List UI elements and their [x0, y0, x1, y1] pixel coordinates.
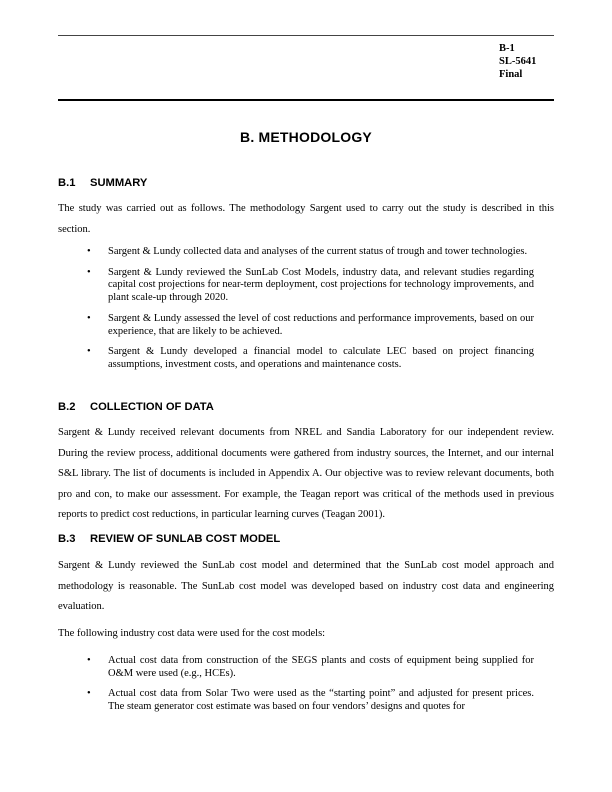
section-heading-summary	[58, 177, 147, 189]
page-title: B. METHODOLOGY	[240, 129, 372, 145]
header-thick-rule	[58, 99, 554, 101]
document-code: SL-5641	[499, 56, 537, 68]
section-number: B.3	[58, 533, 76, 545]
section-number: B.1	[58, 177, 76, 189]
section-heading-collection	[58, 401, 214, 413]
section-number: B.2	[58, 401, 76, 413]
review-bullet-list	[86, 655, 534, 722]
list-item: • Sargent & Lundy reviewed the SunLab Cost Models, industry data, and relevant studies regarding capital cost projections for near-term deployment, cost projections for technology improvements, and plant scale-up through 2020.	[87, 266, 534, 304]
list-item: • Sargent & Lundy developed a financial model to calculate LEC based on project financing assumptions, investment costs, and operations and maintenance costs.	[87, 346, 534, 371]
list-item: • Actual cost data from construction of the SEGS plants and costs of equipment being supplied for O&M were used (e.g., HCEs).	[87, 655, 534, 679]
section-title: SUMMARY	[90, 177, 148, 189]
list-item: • Actual cost data from Solar Two were used as the “starting point” and adjusted for present prices. The steam generator cost estimate was based on four vendors’ designs and quotes for	[87, 688, 534, 713]
review-paragraph: Sargent & Lundy reviewed the SunLab cost model and determined that the SunLab cost model approach and methodology is reasonable. The SunLab cost model was developed based on industry cost data and engineering evaluation.	[58, 560, 554, 612]
list-item: • Sargent & Lundy assessed the level of cost reductions and performance improvements, based on our experience, that are likely to be achieved.	[87, 312, 534, 337]
page-number: B-1	[499, 43, 515, 54]
collection-paragraph: Sargent & Lundy received relevant documents from NREL and Sandia Laboratory for our independent review. During the review process, additional documents were gathered from industry sources, the Internet, and our internal S&L library. The list of documents is included in Appendix A. Our objective was to review relevant documents, both pro and con, to make our assessment. For example, the Teagan report was critical of the methods used in previous reports to predict cost reductions, in particular learning curves (Teagan 2001).	[58, 427, 554, 520]
section-title: COLLECTION OF DATA	[90, 401, 214, 413]
section-heading-review	[58, 533, 280, 545]
bullet-icon: •	[87, 266, 91, 278]
section-title: REVIEW OF SUNLAB COST MODEL	[90, 533, 281, 545]
summary-intro-paragraph: The study was carried out as follows. The methodology Sargent used to carry out the study is described in this section.	[58, 203, 554, 235]
bullet-icon: •	[87, 312, 91, 324]
bullet-icon: •	[87, 346, 91, 358]
summary-bullet-list	[86, 246, 534, 380]
document-identifier	[499, 42, 536, 82]
list-item: • Sargent & Lundy collected data and analyses of the current status of trough and tower technologies.	[87, 246, 528, 257]
review-intro-paragraph: The following industry cost data were used for the cost models:	[58, 628, 326, 639]
bullet-icon: •	[87, 246, 91, 257]
bullet-icon: •	[87, 655, 91, 666]
document-status: Final	[499, 69, 523, 81]
header-top-rule	[58, 35, 554, 36]
bullet-icon: •	[87, 688, 91, 700]
